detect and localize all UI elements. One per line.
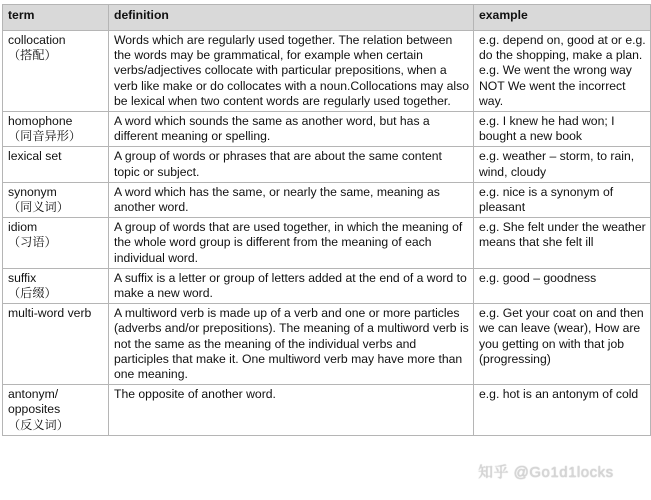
definition-text: A word which has the same, or nearly the same, meaning as another word.	[114, 184, 440, 215]
term-cell	[3, 112, 109, 147]
header-row	[3, 5, 651, 31]
table-row	[3, 304, 651, 385]
example-text: e.g. Get your coat on and then we can leave (wear), How are you getting on with that job (progressing)	[479, 306, 644, 366]
table-row	[3, 182, 651, 217]
table-row	[3, 147, 651, 182]
term-cell	[3, 304, 109, 385]
definition-text: A multiword verb is made up of a verb and one or more particles (adverbs and/or prepositions). The meaning of a multiword verb is not the same as the meaning of the individual verbs and participles that make it. One multiword verb may have more than one meaning.	[114, 306, 469, 382]
term-text: antonym/ opposites	[8, 387, 61, 417]
table-row	[3, 268, 651, 303]
watermark: 知乎 @Go1d1locks	[478, 464, 614, 481]
example-text: e.g. weather – storm, to rain, wind, cloudy	[479, 149, 635, 179]
example-cell	[474, 31, 651, 112]
term-chinese: （同音异形）	[8, 129, 82, 144]
term-text: collocation	[8, 33, 66, 47]
definition-cell	[109, 218, 474, 269]
example-cell	[474, 112, 651, 147]
definition-cell	[109, 268, 474, 303]
term-chinese: （后缀）	[8, 286, 57, 301]
definition-text: A group of words that are used together, in which the meaning of the whole word group is different from the meaning of each individual word.	[114, 220, 463, 265]
example-cell	[474, 218, 651, 269]
example-cell	[474, 385, 651, 436]
header-term: term	[3, 5, 109, 31]
table-row	[3, 31, 651, 112]
term-cell	[3, 182, 109, 217]
term-chinese: （同义词）	[8, 200, 69, 215]
term-chinese: （搭配）	[8, 48, 57, 63]
definition-cell	[109, 385, 474, 436]
term-text: synonym	[8, 184, 57, 199]
term-cell	[3, 147, 109, 182]
term-text: idiom	[8, 220, 38, 235]
term-chinese: （习语）	[8, 235, 57, 250]
definition-text: A word which sounds the same as another word, but has a different meaning or spelling.	[114, 114, 430, 144]
header-definition: definition	[109, 5, 474, 31]
term-cell	[3, 218, 109, 269]
table-row	[3, 112, 651, 147]
example-text: e.g. hot is an antonym of cold	[479, 387, 639, 402]
example-text: e.g. good – goodness	[479, 270, 597, 285]
definition-text: The opposite of another word.	[114, 387, 276, 402]
definition-cell	[109, 112, 474, 147]
glossary-table	[2, 4, 651, 436]
example-cell	[474, 182, 651, 217]
term-cell	[3, 385, 109, 436]
term-text: homophone	[8, 114, 73, 129]
example-cell	[474, 147, 651, 182]
example-cell	[474, 268, 651, 303]
term-cell	[3, 31, 109, 112]
header-example: example	[474, 5, 651, 31]
term-chinese: （反义词）	[8, 417, 69, 432]
definition-cell	[109, 304, 474, 385]
example-text: e.g. depend on, good at or e.g. do the shopping, make a plan. e.g. We went the wrong way NOT We went the incorrect way.	[479, 33, 646, 108]
term-text: lexical set	[8, 149, 62, 164]
example-text: e.g. She felt under the weather means that she felt ill	[479, 220, 646, 250]
definition-text: A suffix is a letter or group of letters added at the end of a word to make a new word.	[114, 270, 467, 301]
term-text: suffix	[8, 270, 37, 285]
table-row	[3, 218, 651, 269]
definition-cell	[109, 31, 474, 112]
definition-text: A group of words or phrases that are about the same content topic or subject.	[114, 149, 442, 179]
table-row	[3, 385, 651, 436]
term-text: multi-word verb	[8, 306, 92, 321]
definition-cell	[109, 147, 474, 182]
example-cell	[474, 304, 651, 385]
definition-cell	[109, 182, 474, 217]
example-text: e.g. nice is a synonym of pleasant	[479, 184, 614, 215]
definition-text: Words which are regularly used together. The relation between the words may be grammatical, for example when certain verbs/adjectives collocate with particular prepositions, when a verb like make or do collocates with a noun.Collocations may also be lexical when two content words are regularly used together.	[114, 33, 469, 108]
example-text: e.g. I knew he had won; I bought a new book	[479, 114, 615, 144]
term-cell	[3, 268, 109, 303]
